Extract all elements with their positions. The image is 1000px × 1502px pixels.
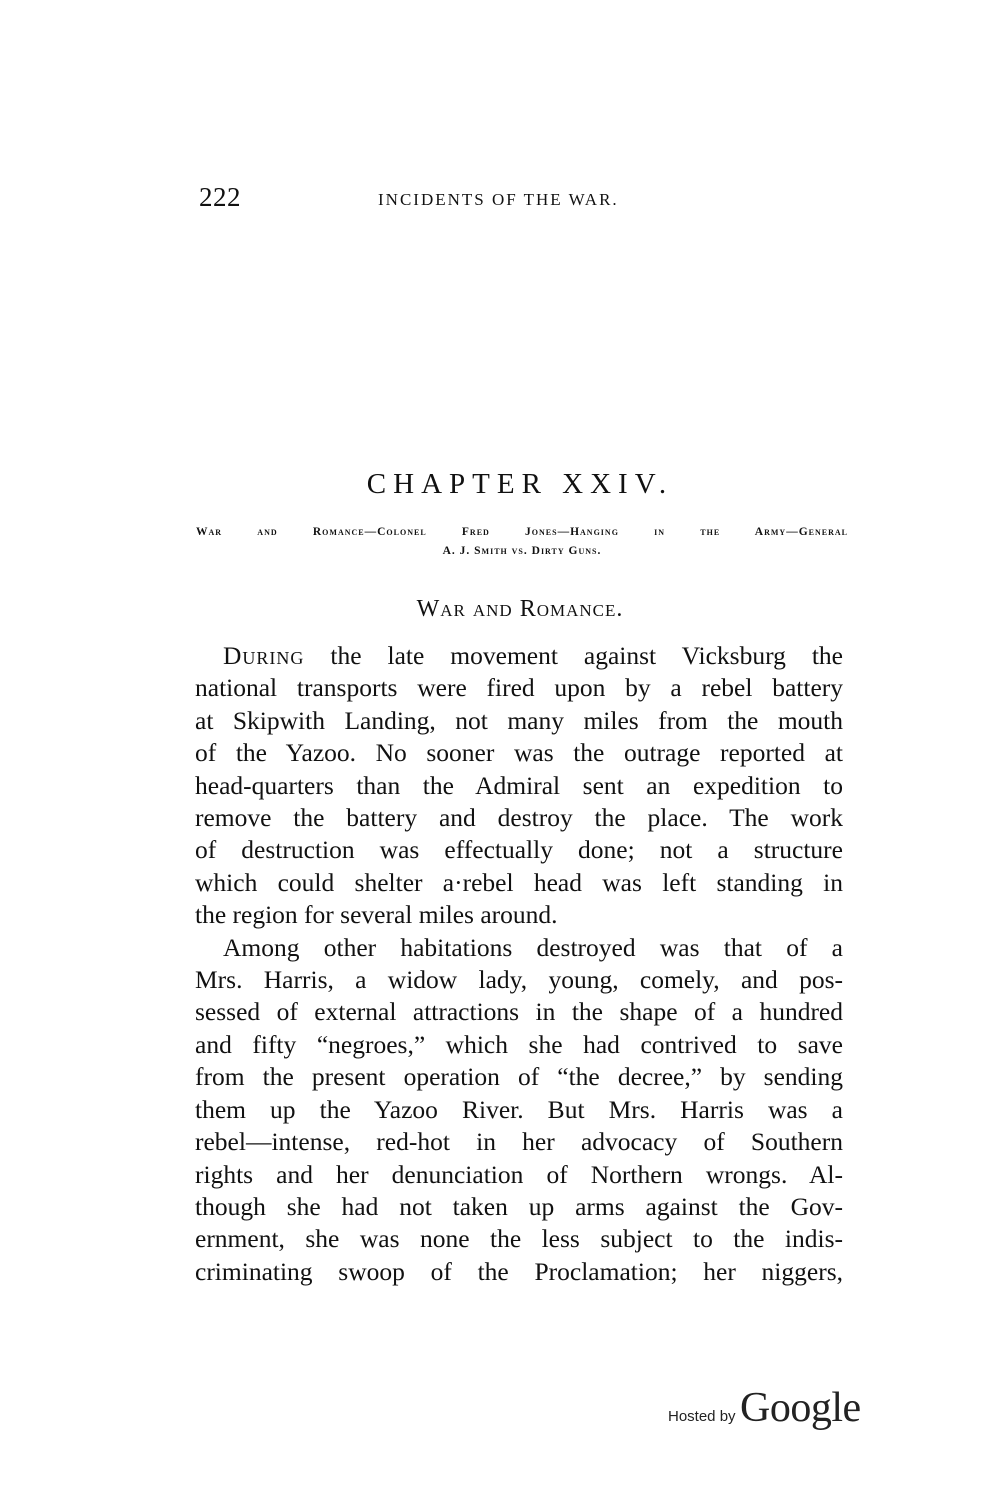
text-line: at Skipwith Landing, not many miles from the mouth xyxy=(195,705,843,735)
chapter-synopsis xyxy=(196,523,848,561)
lead-word: During xyxy=(223,641,305,670)
text-line: ernment, she was none the less subject to the indis- xyxy=(195,1224,843,1254)
paragraph xyxy=(195,932,843,1288)
text-line: the region for several miles around. xyxy=(195,900,558,930)
text-line: from the present operation of “the decree,” by sending xyxy=(195,1062,843,1092)
hosted-by-label: Hosted by xyxy=(668,1408,736,1425)
hosted-by-google-watermark xyxy=(668,1384,861,1432)
text-fragment: the late movement against Vicksburg the xyxy=(304,641,843,670)
text-line xyxy=(195,640,843,672)
text-line: and fifty “negroes,” which she had contrived to save xyxy=(195,1029,843,1059)
text-line: sessed of external attractions in the shape of a hundred xyxy=(195,997,843,1027)
paragraph xyxy=(195,640,843,932)
body-text xyxy=(195,640,843,1288)
section-title: War and Romance. xyxy=(416,596,624,622)
text-line: rebel—intense, red-hot in her advocacy of Southern xyxy=(195,1127,843,1157)
page-number: 222 xyxy=(199,182,241,212)
text-line: Mrs. Harris, a widow lady, young, comely, and pos- xyxy=(195,965,843,995)
text-line: Among other habitations destroyed was that of a xyxy=(223,932,843,962)
text-line: national transports were fired upon by a rebel battery xyxy=(195,673,843,703)
text-line: which could shelter a·rebel head was left standing in xyxy=(195,867,843,897)
text-line: of the Yazoo. No sooner was the outrage reported at xyxy=(195,738,843,768)
text-line: them up the Yazoo River. But Mrs. Harris was a xyxy=(195,1094,843,1124)
synopsis-line: War and Romance—Colonel Fred Jones—Hanging in the Army—General xyxy=(196,526,848,538)
text-line: rights and her denunciation of Northern wrongs. Al- xyxy=(195,1159,843,1189)
text-line: remove the battery and destroy the place. The work xyxy=(195,803,843,833)
text-line: criminating swoop of the Proclamation; her niggers, xyxy=(195,1256,843,1286)
text-line: head-quarters than the Admiral sent an expedition to xyxy=(195,770,843,800)
synopsis-line: A. J. Smith vs. Dirty Guns. xyxy=(442,545,602,557)
google-logo: Google xyxy=(740,1385,861,1431)
chapter-title: CHAPTER XXIV. xyxy=(366,468,674,500)
text-line: though she had not taken up arms against the Gov- xyxy=(195,1191,843,1221)
text-line: of destruction was effectually done; not a structure xyxy=(195,835,843,865)
running-head: INCIDENTS OF THE WAR. xyxy=(378,190,619,209)
